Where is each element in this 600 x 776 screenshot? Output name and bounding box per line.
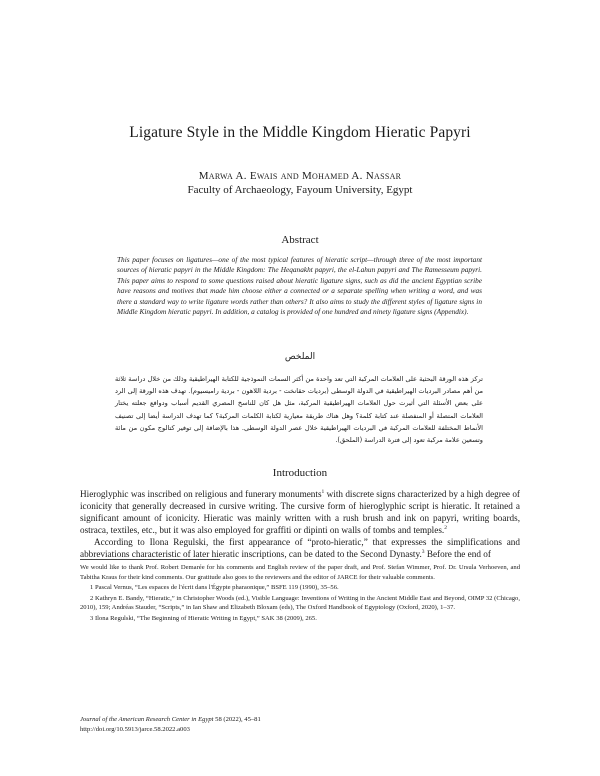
footnote-divider — [80, 559, 220, 560]
introduction-paragraph-2: According to Ilona Regulski, the first appearance of “proto-hieratic,” that expresses the simplifications and abbreviations characteristic of later hieratic inscriptions, can be dated to the Second Dynasty.$^3$ Before the end of — [80, 536, 520, 559]
acknowledgement-note: We would like to thank Prof. Robert Demarée for his comments and English review of the paper draft, and Prof. Stefan Wimmer, Prof. Dr. Ursula Verhoeven, and Tabitha Kraus for their kind comments. Our gratitude also goes to the reviewers and the editor of JARCE for their valuable comments. — [80, 564, 520, 581]
author-affiliation: Faculty of Archaeology, Fayoum University, Egypt — [187, 184, 413, 196]
journal-volume: 58 (2022), 45–81 — [213, 716, 261, 723]
footnotes — [80, 563, 520, 625]
paper-authors: Marwa A. Ewais and Mohamed A. Nassar — [198, 170, 402, 182]
paper-title: Ligature Style in the Middle Kingdom Hieratic Papyri — [129, 124, 471, 141]
journal-citation — [80, 715, 520, 734]
footnote-ref-2[interactable]: 2 — [444, 524, 447, 531]
doi-link[interactable]: http://doi.org/10.5913/jarce.58.2022.a003 — [80, 725, 190, 733]
abstract-text: This paper focuses on ligatures—one of the most typical features of hieratic script—through three of the most important sources of hieratic papyri in the Middle Kingdom: The Heqanakht papyri, the el-Lahun papyri and The Ramesseum papyri. This paper aims to respond to some questions raised about hieratic ligature signs, such as did the ancient Egyptian scribe have reasons and motives that made him choose either a connected or a separate spelling when writing a word, and was there a standard way to write ligature words rather than others? It also aims to study the different styles of ligature signs in Middle Kingdom hieratic papyri. In addition, a catalog is provided of one hundred and ninety ligature signs (Appendix). — [117, 255, 482, 317]
arabic-abstract-heading: الملخص — [284, 352, 316, 362]
introduction-body — [80, 489, 520, 560]
introduction-paragraph-1: Hieroglyphic was inscribed on religious and funerary monuments$^1$ with discrete signs characterized by a high degree of iconicity that generally decreased in cursive writing. The cursive form of hieroglyphic script is hieratic. It retained a significant amount of iconicity. Hieratic was mainly written with a rush brush and ink on papyri, writing boards, ostraca, textiles, etc., but it was also employed for graffiti or dipinti on walls of tombs and temples.$^2$ — [80, 488, 520, 535]
footnote-1: 1 Pascal Vernus, “Les espaces de l'écrit dans l'Égypte pharaonique,” BSFE 119 (1990), 35–56. — [90, 584, 339, 592]
abstract-heading: Abstract — [281, 234, 319, 246]
footnote-ref-1[interactable]: 1 — [321, 488, 325, 495]
arabic-abstract-text: تركز هذه الورقة البحثية على العلامات المركبة التي تعد واحدة من أكثر السمات النموذجية للكتابة الهيراطيقية وذلك من خلال دراسة ثلاثة من أهم مصادر البرديات الهيراطيقية في الدولة الوسطى (برديات حقانخت - بردية اللاهون - بردية راميسيوم). تهدف هذه الورقة إلى الرد على بعض الأسئلة التي أثيرت حول العلامات الهيراطيقية المركبة، مثل هل كان للناسخ المصري القديم أسباب ودوافع جعلته يختار العلامات المتصلة أو المنفصلة عند كتابة كلمة؟ وهل هناك طريقة معيارية لكتابة الكلمات المركبة؟ كما تهدف الدراسة أيضا إلى تصنيف الأنماط المختلفة للعلامات المركبة في البرديات الهيراطيقية خلال عصر الدولة الوسطى. هذا بالإضافة إلى توفير كتالوج مكون من مائة وتسعين علامة مركبة تعود إلى فترة الدراسة (الملحق). — [115, 375, 483, 445]
journal-name: Journal of the American Research Center in Egypt — [80, 716, 214, 723]
footnote-2: 2 Kathryn E. Bandy, “Hieratic,” in Christopher Woods (ed.), Visible Language: Inventions of Writing in the Ancient Middle East and Beyond, OIMP 32 (Chicago, 2010), 159; Andréas Stauder, “Scripts,” in Ian Shaw and Elizabeth Bloxam (eds), The Oxford Handbook of Egyptology (Oxford, 2020), 1–37. — [80, 594, 520, 612]
footnote-ref-3[interactable]: 3 — [421, 548, 425, 555]
introduction-heading: Introduction — [272, 467, 328, 479]
footnote-3: 3 Ilona Regulski, “The Beginning of Hieratic Writing in Egypt,” SAK 38 (2009), 265. — [90, 614, 317, 622]
